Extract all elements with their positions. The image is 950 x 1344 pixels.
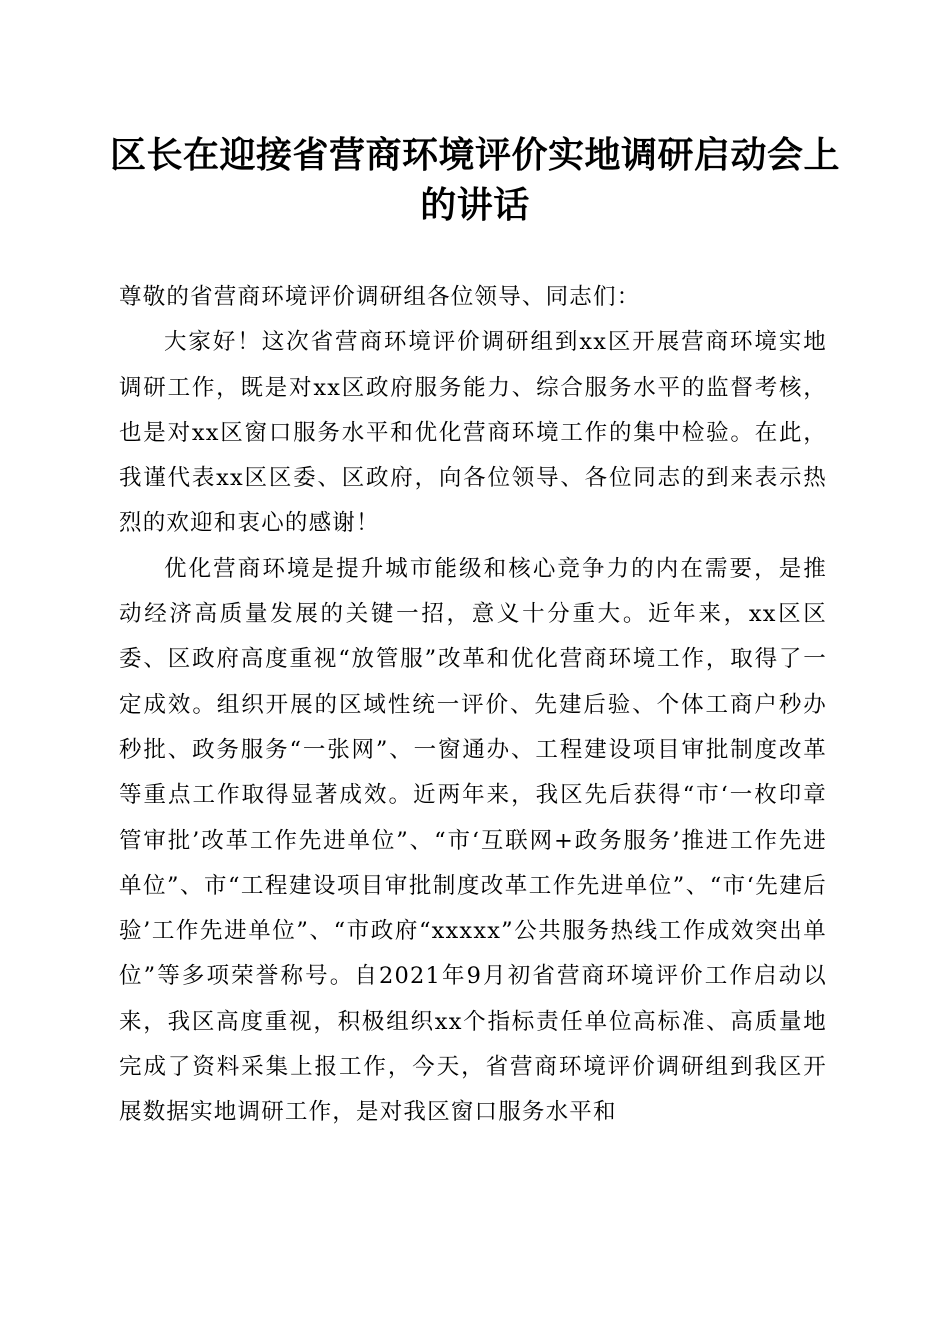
salutation: 尊敬的省营商环境评价调研组各位领导、同志们： [119,284,641,310]
document-body [119,275,827,1136]
paragraph-1: 大家好！这次省营商环境评价调研组到xx区开展营商环境实地调研工作，既是对xx区政府服务能力、综合服务水平的监督考核，也是对xx区窗口服务水平和优化营商环境工作的集中检验。在此，我谨代表xx区区委、区政府，向各位领导、各位同志的到来表示热烈的欢迎和衷心的感谢！ [119,329,827,537]
document-title: 区长在迎接省营商环境评价实地调研启动会上的讲话 [109,134,840,226]
paragraph-2: 优化营商环境是提升城市能级和核心竞争力的内在需要，是推动经济高质量发展的关键一招，意义十分重大。近年来，xx区区委、区政府高度重视“放管服”改革和优化营商环境工作，取得了一定成效。组织开展的区域性统一评价、先建后验、个体工商户秒办秒批、政务服务“一张网”、一窗通办、工程建设项目审批制度改革等重点工作取得显著成效。近两年来，我区先后获得“市‘一枚印章管审批’改革工作先进单位”、“市‘互联网+政务服务’推进工作先进单位”、市“工程建设项目审批制度改革工作先进单位”、“市‘先建后验’工作先进单位”、“市政府“xxxxx”公共服务热线工作成效突出单位”等多项荣誉称号。自2021年9月初省营商环境评价工作启动以来，我区高度重视，积极组织xx个指标责任单位高标准、高质量地完成了资料采集上报工作，今天，省营商环境评价调研组到我区开展数据实地调研工作，是对我区窗口服务水平和 [119,555,827,1126]
